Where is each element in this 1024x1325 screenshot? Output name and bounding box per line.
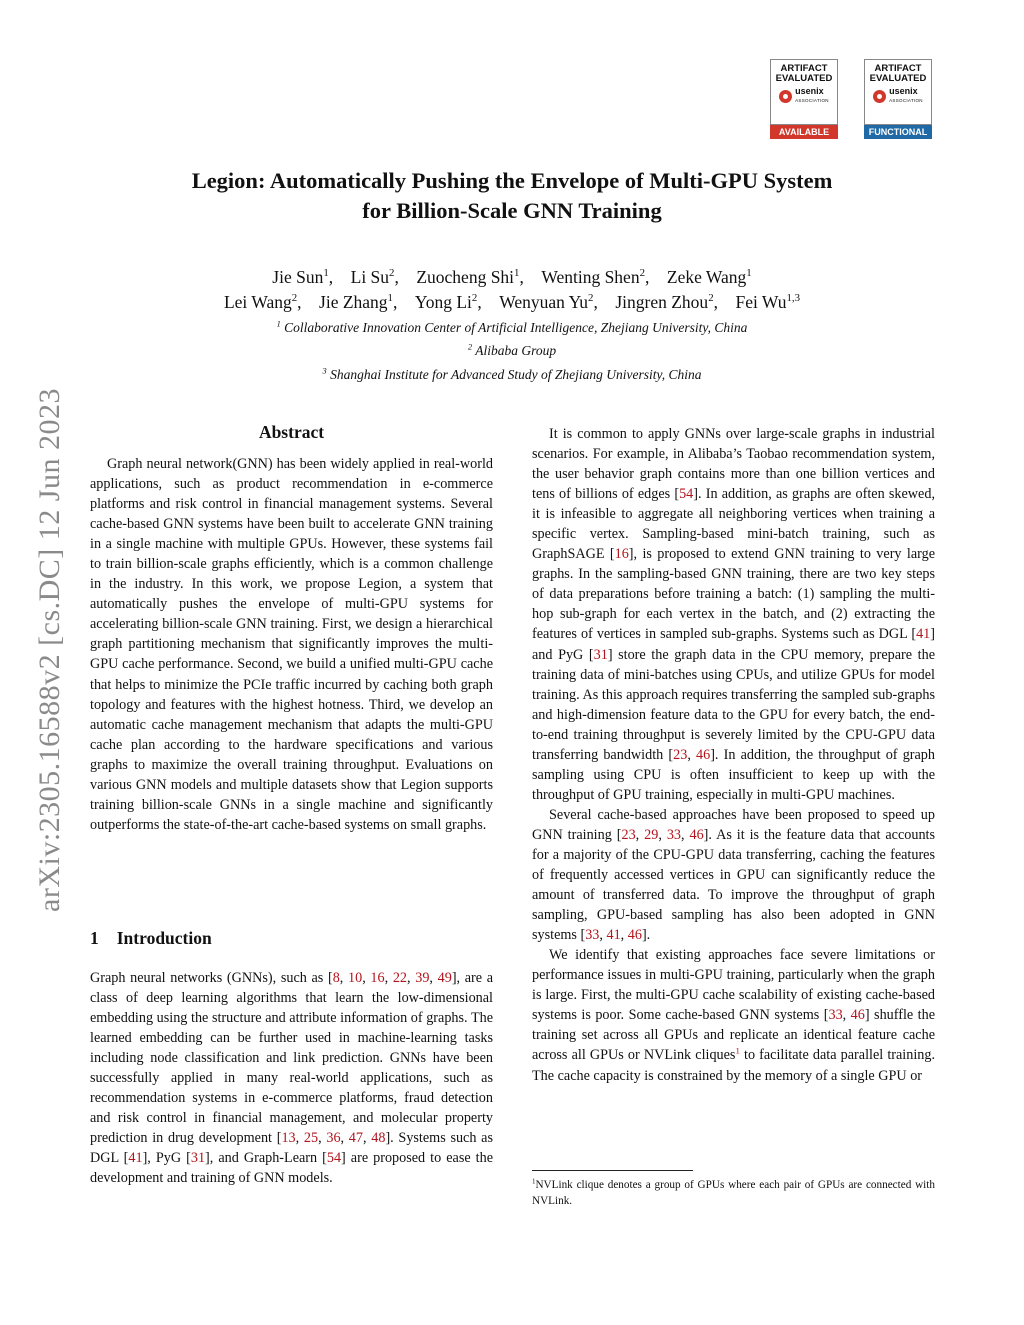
author-affiliation-mark: 1 bbox=[514, 267, 520, 280]
citation-link[interactable]: 46 bbox=[696, 746, 711, 763]
citation-link[interactable]: 36 bbox=[326, 1130, 341, 1147]
author-affiliation-mark: 1,3 bbox=[786, 292, 801, 305]
usenix-mark-icon bbox=[873, 90, 886, 103]
footnote-link[interactable]: 1 bbox=[735, 1045, 740, 1056]
usenix-logo bbox=[771, 87, 837, 105]
citation-link[interactable]: 39 bbox=[415, 970, 430, 986]
author-affiliation-mark: 2 bbox=[588, 292, 594, 305]
citation-link[interactable]: 31 bbox=[593, 646, 608, 663]
citation-link[interactable]: 54 bbox=[679, 486, 694, 503]
citation-link[interactable]: 10 bbox=[348, 970, 363, 986]
badge-line1: ARTIFACT bbox=[780, 63, 828, 74]
section-title: Introduction bbox=[116, 928, 212, 948]
citation-link[interactable]: 33 bbox=[666, 826, 681, 843]
title-line-2: for Billion-Scale GNN Training bbox=[362, 198, 662, 223]
footnote-number: 1 bbox=[532, 1177, 536, 1186]
badge-line1: ARTIFACT bbox=[874, 63, 922, 74]
footnote-text: NVLink clique denotes a group of GPUs where each pair of GPUs are connected with NVLink. bbox=[532, 1179, 935, 1207]
citation-link[interactable]: 16 bbox=[370, 970, 385, 986]
author-affiliation-mark: 2 bbox=[291, 292, 298, 305]
author-affiliation-mark: 2 bbox=[639, 267, 645, 280]
citation-link[interactable]: 33 bbox=[828, 1007, 843, 1024]
badge-body bbox=[864, 59, 932, 125]
intro-left-column bbox=[90, 968, 493, 1189]
author-affiliation-mark: 1 bbox=[323, 267, 329, 280]
author-affiliation-mark: 2 bbox=[471, 292, 478, 305]
citation-link[interactable]: 49 bbox=[437, 970, 452, 986]
citation-link[interactable]: 33 bbox=[585, 927, 600, 944]
abstract-heading: Abstract bbox=[258, 422, 325, 442]
citation-link[interactable]: 31 bbox=[190, 1150, 206, 1167]
author-name: Wenting Shen$^2$ bbox=[541, 267, 645, 287]
intro-paragraph-1: Graph neural networks (GNNs), such as [8, 10, 16, 22, 39, 49], are a class of deep learning algorithms that learn the low-dimensional embedding using the structure and attribute information of graphs. The learned embedding can be further used in machine-learning tasks including node classification and link prediction. GNNs have been successfully applied in many real-world applications, such as recommendation systems in e-commerce platforms, fraud detection and risk control in financial management, and molecular property prediction in drug development [13, 25, 36, 47, 48]. Systems such as DGL [41], PyG [31], and Graph-Learn [54] are proposed to ease the development and training of GNN models. bbox=[90, 970, 494, 1187]
usenix-name: usenix bbox=[795, 86, 824, 96]
citation-link[interactable]: 41 bbox=[128, 1150, 143, 1167]
citation-link[interactable]: 54 bbox=[326, 1150, 342, 1167]
footnote bbox=[532, 1178, 935, 1209]
author-name: Jingren Zhou$^2$ bbox=[615, 292, 714, 312]
citation-link[interactable]: 23 bbox=[621, 826, 636, 843]
badge-line2: EVALUATED bbox=[869, 73, 927, 84]
citation-link[interactable]: 29 bbox=[644, 826, 659, 843]
intro-paragraph-4: We identify that existing approaches face severe limitations or performance issues in multi-GPU training, particularly when the graph is large. First, the multi-GPU cache scalability of existing cache-based systems is poor. Some cache-based GNN systems [33, 46] shuffle the training set across all GPUs and replicate an identical feature cache across all GPUs or NVLink cliques$^1$ to facilitate data parallel training. The cache capacity is constrained by the memory of a single GPU or bbox=[532, 947, 935, 1084]
author-name: Zeke Wang$^1$ bbox=[666, 267, 752, 287]
author-name: Zuocheng Shi$^1$ bbox=[416, 267, 520, 287]
badge-body bbox=[770, 59, 838, 125]
arxiv-id: arXiv:2305.16588v2 [cs.DC] 12 Jun 2023 bbox=[33, 388, 66, 912]
usenix-sub: ASSOCIATION bbox=[889, 98, 923, 103]
author-affiliation-mark: 1 bbox=[746, 267, 752, 280]
citation-link[interactable]: 46 bbox=[850, 1007, 865, 1024]
citation-link[interactable]: 41 bbox=[606, 927, 621, 944]
author-list-row-1: Jie Sun$^1$, Li Su$^2$, Zuocheng Shi$^1$, Wenting Shen$^2$, Zeke Wang$^1$ bbox=[272, 267, 752, 287]
affiliation-1: $^1$ Collaborative Innovation Center of Artificial Intelligence, Zhejiang University, China bbox=[276, 319, 748, 335]
author-name: Jie Sun$^1$ bbox=[272, 267, 329, 287]
title-line-1: Legion: Automatically Pushing the Envelope of Multi-GPU System bbox=[191, 168, 833, 193]
author-affiliation-mark: 2 bbox=[389, 267, 395, 280]
citation-link[interactable]: 22 bbox=[392, 970, 408, 986]
author-affiliation-mark: 1 bbox=[387, 292, 393, 305]
citation-link[interactable]: 25 bbox=[303, 1130, 319, 1147]
intro-paragraph-2: It is common to apply GNNs over large-scale graphs in industrial scenarios. For example, in Alibaba’s Taobao recommendation system, the user behavior graph contains more than one billion vertices and tens of billions of edges [54]. In addition, as graphs are often skewed, it is infeasible to aggregate all neighboring vertices when training a specific vertex. Sampling-based mini-batch training, such as GraphSAGE [16], is proposed to extend GNN training to very large graphs. In the sampling-based GNN training, there are two key steps of data preparations before training a batch: (1) sampling the multi-hop sub-graph for each vertex in the batch, and (2) extracting the features of vertices in sampled sub-graphs. Systems such as DGL [41] and PyG [31] store the graph data in the CPU memory, prepare the training data of mini-batches using CPUs, and utilize GPUs for model training. As this approach requires transferring the sampled sub-graphs and high-dimension feature data to the GPU for every batch, the end-to-end training throughput is severely limited by the CPU-GPU data transferring bandwidth [23, 46]. In addition, the throughput of graph sampling using CPU is often insufficient to keep up with the throughput of GPU training, especially in multi-GPU machines. bbox=[532, 426, 935, 803]
author-name: Wenyuan Yu$^2$ bbox=[499, 292, 594, 312]
author-name: Yong Li$^2$ bbox=[414, 292, 478, 312]
citation-link[interactable]: 16 bbox=[614, 546, 629, 563]
abstract-body bbox=[90, 454, 493, 835]
citation-link[interactable]: 13 bbox=[281, 1130, 296, 1147]
citation-link[interactable]: 46 bbox=[689, 826, 704, 843]
citation-link[interactable]: 48 bbox=[371, 1130, 386, 1147]
paper-title bbox=[100, 166, 924, 226]
arxiv-sidebar-stamp bbox=[25, 360, 75, 940]
author-name: Jie Zhang$^1$ bbox=[319, 292, 393, 312]
usenix-sub: ASSOCIATION bbox=[795, 98, 829, 103]
citation-link[interactable]: 8 bbox=[332, 970, 340, 986]
author-name: Lei Wang$^2$ bbox=[223, 292, 298, 312]
artifact-badge-functional bbox=[864, 59, 932, 139]
citation-link[interactable]: 41 bbox=[916, 626, 931, 643]
section-heading-introduction bbox=[90, 928, 212, 949]
usenix-name: usenix bbox=[889, 86, 918, 96]
footnote-rule bbox=[532, 1170, 693, 1171]
citation-link[interactable]: 23 bbox=[673, 746, 688, 763]
badge-line2: EVALUATED bbox=[775, 73, 833, 84]
intro-right-column bbox=[532, 424, 935, 1086]
intro-paragraph-3: Several cache-based approaches have been proposed to speed up GNN training [23, 29, 33, 46]. As it is the feature data that accounts for a majority of the CPU-GPU data transferring, caching the features of frequently accessed vertices in GPU can significantly reduce the amount of transferred data. To improve the throughput of graph sampling, GPU-based sampling has also been adopted in GNN systems [33, 41, 46]. bbox=[532, 806, 936, 944]
usenix-logo bbox=[865, 87, 931, 105]
citation-link[interactable]: 46 bbox=[627, 927, 642, 944]
author-affiliation-mark: 2 bbox=[708, 292, 714, 305]
citation-link[interactable]: 47 bbox=[348, 1130, 363, 1147]
section-number: 1 bbox=[90, 928, 99, 948]
author-name: Li Su$^2$ bbox=[350, 267, 395, 287]
abstract-paragraph: Graph neural network(GNN) has been widely applied in real-world applications, such as product recommendation in e-commerce platforms and risk control in financial management systems. Several cache-based GNN systems have been built to accelerate GNN training in a single machine with multiple GPUs. However, these systems fail to train billion-scale graphs efficiently, which is a common challenge in the industry. In this work, we propose Legion, a system that automatically pushes the envelope of multi-GPU systems for accelerating billion-scale GNN training. First, we design a hierarchical graph partitioning mechanism that significantly improves the multi-GPU cache performance. Second, we build a unified multi-GPU cache that helps to minimize the PCIe traffic incurred by caching both graph topology and features with the highest hotness. Third, we develop an automatic cache management mechanism that adapts the multi-GPU cache plan according to the hardware specifications and various graphs to maximize the overall training throughput. Evaluations on various GNN models and multiple datasets show that Legion supports training billion-scale GNNs in a single machine and significantly outperforms the state-of-the-art cache-based systems on small graphs. bbox=[90, 456, 493, 833]
author-list-row-2: Lei Wang$^2$, Jie Zhang$^1$, Yong Li$^2$, Wenyuan Yu$^2$, Jingren Zhou$^2$, Fei Wu$^{1,3}$ bbox=[223, 292, 801, 312]
affiliation-3: $^3$ Shanghai Institute for Advanced Study of Zhejiang University, China bbox=[322, 366, 702, 382]
author-name: Fei Wu$^{1,3}$ bbox=[735, 292, 801, 312]
badge-status: FUNCTIONAL bbox=[864, 125, 932, 139]
badge-status: AVAILABLE bbox=[770, 125, 838, 139]
artifact-badge-available bbox=[770, 59, 838, 139]
usenix-mark-icon bbox=[779, 90, 792, 103]
affiliation-2: $^2$ Alibaba Group bbox=[467, 342, 557, 358]
